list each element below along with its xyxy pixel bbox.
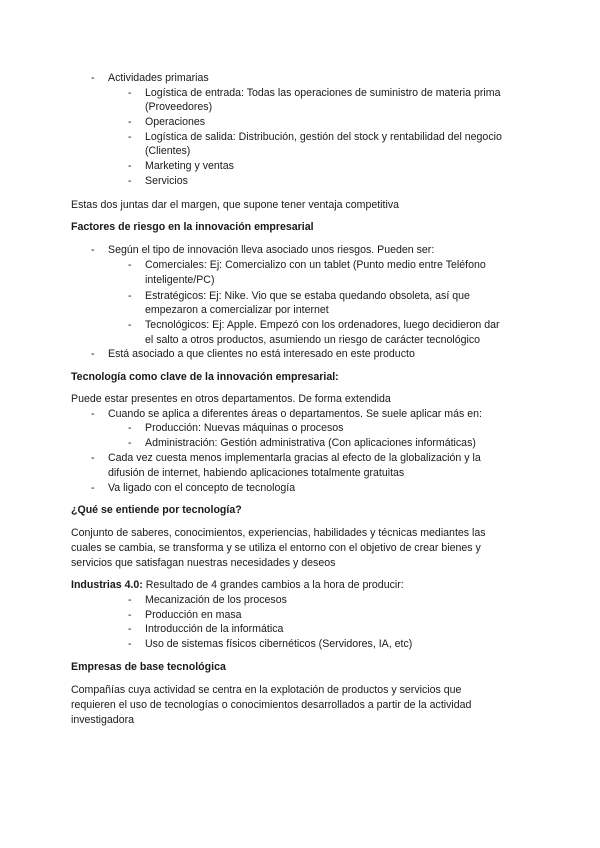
industrias-text: Resultado de 4 grandes cambios a la hora de producir: xyxy=(142,579,404,591)
que-paragraph-line-2: cuales se cambia, se transforma y se utiliza el entorno con el objetivo de crear bienes y xyxy=(71,542,481,554)
bullet-dash: - xyxy=(91,244,95,256)
bullet-dash: - xyxy=(128,116,132,128)
list-item: Tecnológicos: Ej: Apple. Empezó con los ordenadores, luego decidieron dar xyxy=(145,319,500,331)
bullet-dash: - xyxy=(91,72,95,84)
bullet-dash: - xyxy=(128,623,132,635)
list-item: Mecanización de los procesos xyxy=(145,594,287,606)
list-item: Operaciones xyxy=(145,116,206,128)
bullet-dash: - xyxy=(128,131,132,143)
que-title: ¿Qué se entiende por tecnología? xyxy=(71,504,242,516)
clave-intro: Puede estar presentes en otros departamentos. De forma extendida xyxy=(71,393,391,405)
list-item: Producción: Nuevas máquinas o procesos xyxy=(145,422,344,434)
riesgo-title: Factores de riesgo en la innovación empresarial xyxy=(71,221,314,233)
list-item: empezaron a comercializar por internet xyxy=(145,304,329,316)
list-item: (Clientes) xyxy=(145,145,191,157)
list-item: Administración: Gestión administrativa (Con aplicaciones informáticas) xyxy=(145,437,476,449)
bullet-dash: - xyxy=(128,594,132,606)
bullet-dash: - xyxy=(128,175,132,187)
que-paragraph-line-1: Conjunto de saberes, conocimientos, experiencias, habilidades y técnicas mediantes las xyxy=(71,527,486,539)
bullet-dash: - xyxy=(91,408,95,420)
list-item: Logística de salida: Distribución, gestión del stock y rentabilidad del negocio xyxy=(145,131,502,143)
que-paragraph-line-3: servicios que satisfagan nuestras necesidades y deseos xyxy=(71,557,336,569)
riesgo-bullet-2: Está asociado a que clientes no está interesado en este producto xyxy=(108,348,415,360)
clave-bullet-3: Va ligado con el concepto de tecnología xyxy=(108,482,296,494)
list-item: Producción en masa xyxy=(145,609,242,621)
list-item: Servicios xyxy=(145,175,188,187)
clave-bullet-2-line-1: Cada vez cuesta menos implementarla gracias al efecto de la globalización y la xyxy=(108,452,481,464)
list-item: Uso de sistemas físicos cibernéticos (Servidores, IA, etc) xyxy=(145,638,413,650)
bullet-dash: - xyxy=(128,259,132,271)
list-item: Logística de entrada: Todas las operaciones de suministro de materia prima xyxy=(145,87,501,99)
list-item: inteligente/PC) xyxy=(145,274,215,286)
industrias-line xyxy=(71,578,404,593)
bullet-dash: - xyxy=(128,437,132,449)
list-item: Marketing y ventas xyxy=(145,160,234,172)
list-item: Introducción de la informática xyxy=(145,623,284,635)
riesgo-bullet-1: Según el tipo de innovación lleva asociado unos riesgos. Pueden ser: xyxy=(108,244,435,256)
bullet-dash: - xyxy=(128,160,132,172)
empresas-paragraph-line-2: requieren el uso de tecnologías o conocimientos desarrollados a partir de la actividad xyxy=(71,699,472,711)
industrias-label: Industrias 4.0: xyxy=(71,579,143,591)
primarias-heading: Actividades primarias xyxy=(108,72,209,84)
list-item: (Proveedores) xyxy=(145,101,213,113)
bullet-dash: - xyxy=(128,609,132,621)
clave-bullet-1: Cuando se aplica a diferentes áreas o departamentos. Se suele aplicar más en: xyxy=(108,408,482,420)
empresas-paragraph-line-1: Compañías cuya actividad se centra en la explotación de productos y servicios que xyxy=(71,684,462,696)
bullet-dash: - xyxy=(128,638,132,650)
bullet-dash: - xyxy=(91,348,95,360)
bullet-dash: - xyxy=(128,319,132,331)
clave-bullet-2-line-2: difusión de internet, habiendo aplicaciones totalmente gratuitas xyxy=(108,467,405,479)
bullet-dash: - xyxy=(91,452,95,464)
bullet-dash: - xyxy=(91,482,95,494)
list-item: Comerciales: Ej: Comercializo con un tablet (Punto medio entre Teléfono xyxy=(145,259,486,271)
bullet-dash: - xyxy=(128,290,132,302)
margen-text: Estas dos juntas dar el margen, que supone tener ventaja competitiva xyxy=(71,199,400,211)
list-item: Estratégicos: Ej: Nike. Vio que se estaba quedando obsoleta, así que xyxy=(145,290,470,302)
empresas-paragraph-line-3: investigadora xyxy=(71,714,135,726)
bullet-dash: - xyxy=(128,422,132,434)
bullet-dash: - xyxy=(128,87,132,99)
empresas-title: Empresas de base tecnológica xyxy=(71,661,226,673)
list-item: el salto a otros productos, asumiendo un riesgo de carácter tecnológico xyxy=(145,334,481,346)
clave-title: Tecnología como clave de la innovación empresarial: xyxy=(71,371,339,383)
